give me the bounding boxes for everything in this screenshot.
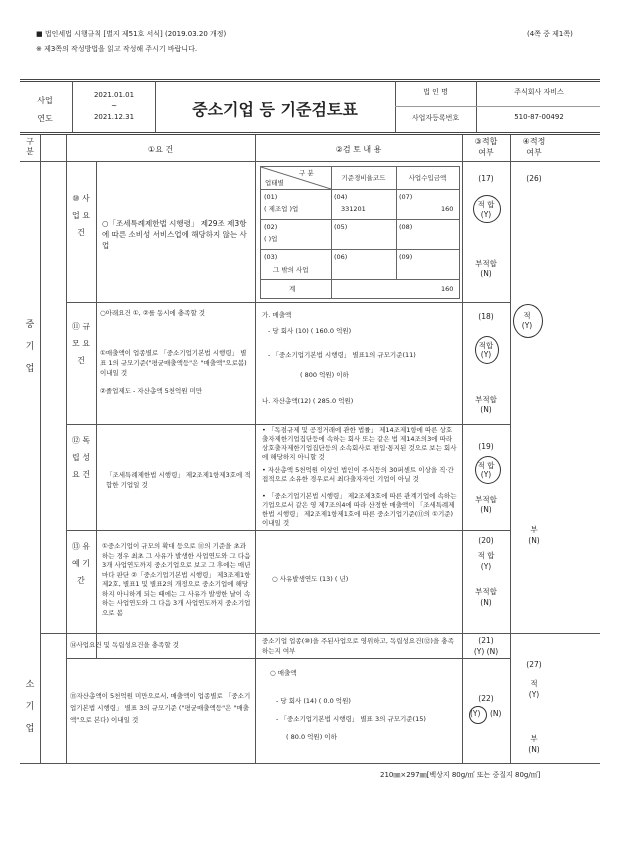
period-to: 2021.12.31 <box>93 113 135 121</box>
scale-assets: 나. 자산총액(12) ( 285.0 억원) <box>262 397 354 405</box>
top-rule <box>20 79 600 82</box>
grace-row-label: ⑬ 유 예 기 간 <box>71 542 91 585</box>
small-review-1: 중소기업 업종(⑩)을 주된사업으로 영위하고, 독립성요건(⑫)을 충족하는지 여부 <box>262 637 454 655</box>
biz-requirement: ○「조세특례제한법 시행령」 제29조 제3항에 따른 소비성 서비스업에 해당하지 않는 사업 <box>102 219 247 250</box>
corp-name: 주식회사 자비스 <box>514 88 564 96</box>
small-sales: - 당 회사 (14) ( 0.0 억원) <box>276 697 351 705</box>
grace-requirement: ①중소기업이 규모의 확대 등으로 ⑪의 기준을 초과하는 경우 최초 그 사유가 발생한 사업연도와 그 다음 3개 사업연도까지 중소기업으로 보고 그 후에는 매년마다 판단 ②「중소기업기본법 시행령」 제3조제1항 제2호, 별표1 및 별표2의 개정으로 중소기업에 해당하지 아니하게 되는 때에는 그 사유가 발생한 날이 속하는 사업연도와 그 다음 3개 사업연도까지 중소기업으로 봄 <box>102 542 251 617</box>
scale-req2: ①매출액이 업종별로 「중소기업기본법 시행령」 별표 1의 규모기준("평균매출액등"은 "매출액"으로봄) 이내일 것 <box>100 349 247 377</box>
form-title: 중소기업 등 기준검토표 <box>192 100 358 119</box>
biz-income: 160 <box>441 205 454 213</box>
col-fit4: ④적정 여부 <box>522 137 546 157</box>
indep-review-1: • 「독점규제 및 공정거래에 관한 법률」 제14조제1항에 따른 상호출자제한기업집단등에 속하는 회사 또는 같은 법 제14조의3에 따라 상호출자제한기업집단등의 소속회사로 편입·통지된 것으로 보는 회사에 해당하지 아니할 것 <box>262 426 457 461</box>
bizno: 510-87-00492 <box>514 113 564 121</box>
biz-type-manufacturing: ( 제조업 )업 <box>264 205 299 213</box>
col-review: ②검 토 내 용 <box>335 145 382 154</box>
page-count: (4쪽 중 제1쪽) <box>527 30 573 38</box>
scale-sales: - 당 회사 (10) ( 160.0 억원) <box>268 327 352 335</box>
scale-req3: ②졸업제도 - 자산총액 5천억원 미만 <box>100 387 203 395</box>
col-requirement: ①요 건 <box>147 145 174 154</box>
indep-review-3: • 「중소기업기본법 시행령」 제2조제3호에 따른 관계기업에 속하는 기업으로서 같은 영 제7조의4에 따라 산정한 매출액이 「조세특례제한법 시행령」 제2조제1항제1호에 따른 중소기업기준(⑪의 ①기준) 이내일 것 <box>262 492 457 527</box>
form-reference: ■ 법인세법 시행규칙 [별지 제51호 서식] (2019.03.20 개정) <box>36 30 227 38</box>
biz-income-total: 160 <box>441 285 454 293</box>
period-label: 사업 연도 <box>37 96 53 123</box>
small-limit: ( 80.0 억원) 이하 <box>286 733 337 741</box>
scale-limit: ( 800 억원) 이하 <box>300 371 349 379</box>
period-from: 2021.01.01 <box>93 91 135 99</box>
period-separator: ~ <box>111 102 117 110</box>
biz-income-table: 구 분 업태별 기준경비율코드 사업수입금액 (01) ( 제조업 )업 (04) 331201 (07) 160 (02) ( )업 (05) (08) (03) 그 밖의 사업 (06) (09) 계 160 <box>260 166 460 299</box>
corp-name-label: 법 인 명 <box>423 88 448 96</box>
small-req2: ⑮자산총액이 5천억원 미만으로서, 매출액이 업종별로 「중소기업기본법 시행령」 별표 3의 규모기준 ("평균매출액등"은 "매출액"으로 본다) 이내일 것 <box>70 692 251 724</box>
indep-review-2: • 자산총액 5천억원 이상인 법인이 주식등의 30퍼센트 이상을 직·간접적으로 소유한 경우로서 최다출자자인 기업이 아닐 것 <box>262 466 454 483</box>
indep-row-label: ⑫ 독 립 성 요 건 <box>71 436 91 479</box>
biz-row-label: ⑩ 사 업 요 건 <box>72 194 90 237</box>
side-label-sme: 중 기 업 <box>25 320 35 374</box>
indep-requirement: 「조세특례제한법 시행령」 제2조제1항제3호에 적합한 기업일 것 <box>106 471 251 489</box>
grace-event-year: ○ 사유발생연도 (13) ( 년) <box>272 575 349 583</box>
side-label-small: 소 기 업 <box>25 680 35 734</box>
biz-code: 331201 <box>341 205 366 213</box>
grid-line <box>40 135 41 764</box>
col-gubun: 구 분 <box>26 137 34 156</box>
bizno-label: 사업자등록번호 <box>411 114 460 122</box>
small-req1: ⑭사업요건 및 독립성요건을 충족할 것 <box>70 641 179 649</box>
col-fit3: ③적합 여부 <box>474 137 498 157</box>
scale-row-label: ⑪ 규 모 요 건 <box>71 322 91 365</box>
paper-spec: 210㎜×297㎜[백상지 80g/㎡ 또는 중질지 80g/㎡] <box>380 771 541 779</box>
scale-req1: ○아래요건 ①, ②를 동시에 충족할 것 <box>100 309 206 317</box>
instruction-note: ※ 제3쪽의 작성방법을 읽고 작성해 주시기 바랍니다. <box>36 45 198 53</box>
